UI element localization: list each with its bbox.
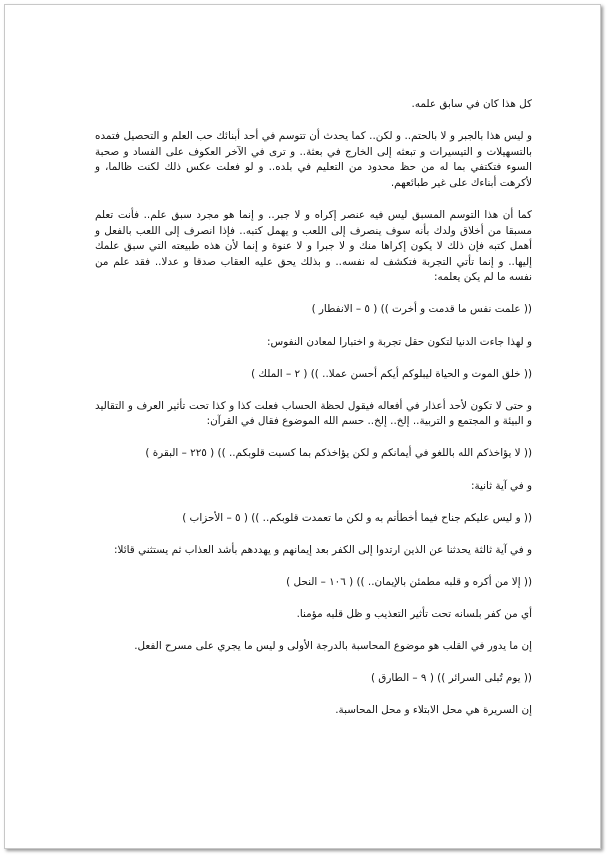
paragraph: كما أن هذا التوسم المسبق ليس فيه عنصر إكراه و لا جبر.. و إنما هو مجرد سبق علم.. فأنت تعلم مسبقا من أخلاق ولدك بأنه سوف ينصرف إلى اللعب و يهمل كتبه.. فإذا انصرف إلى اللعب بالفعل و أهمل كتبه فإن ذلك لا يكون إكراها منك و لا جبرا و لا عنوة و إنما لأن هذه طبيعته التي سبق علمك إليها.. و إنما تأتي التجربة فتكشف له نفسه.. و بذلك يحق عليه العقاب صدقا و عدلا.. فقد علم من نفسه ما لم يكن يعلمه: — [95, 208, 532, 284]
paragraph: و في آية ثالثة يحدثنا عن الذين ارتدوا إلى الكفر بعد إيمانهم و يهددهم بأشد العذاب ثم يستثني قائلا: — [114, 543, 532, 556]
paragraph: كل هذا كان في سابق علمه. — [411, 98, 532, 110]
paragraph: و لهذا جاءت الدنيا لتكون حقل تجربة و اختبارا لمعادن النفوس: — [267, 335, 532, 348]
quran-verse: (( و ليس عليكم جناح فيما أخطأتم به و لكن ما تعمدت قلوبكم.. )) ( ٥ – الأحزاب ) — [182, 511, 532, 524]
paragraph: و في آية ثانية: — [470, 479, 532, 492]
quran-verse: (( خلق الموت و الحياة ليبلوكم أيكم أحسن عملا.. )) ( ٢ – الملك ) — [251, 367, 532, 380]
paragraph: إن ما يدور في القلب هو موضوع المحاسبة بالدرجة الأولى و ليس ما يجري على مسرح الفعل. — [134, 639, 532, 652]
paragraph: و حتى لا تكون لأحد أعذار في أفعاله فيقول لحظة الحساب فعلت كذا و كذا تحت تأثير العرف و التقاليد و البيئة و المجتمع و التربية.. إلخ.. إلخ.. حسم الله الموضوع فقال في القرآن: — [95, 399, 532, 428]
paragraph: أي من كفر بلسانه تحت تأثير التعذيب و ظل قلبه مؤمنا. — [296, 607, 532, 620]
document-body — [95, 97, 532, 735]
paragraph: إن السريرة هي محل الابتلاء و محل المحاسبة. — [335, 704, 532, 717]
quran-verse: (( لا يؤاخذكم الله باللغو في أيمانكم و لكن يؤاخذكم بما كسبت قلوبكم.. )) ( ٢٢٥ – البقرة ) — [145, 447, 532, 460]
quran-verse: (( علمت نفس ما قدمت و أخرت )) ( ٥ – الانفطار ) — [311, 303, 532, 316]
quran-verse: (( إلا من أكره و قلبه مطمئن بالإيمان.. )) ( ١٠٦ – النحل ) — [286, 575, 532, 588]
paragraph: و ليس هذا بالجبر و لا بالحتم.. و لكن.. كما يحدث أن تتوسم في أحد أبنائك حب العلم و التحصيل فتمده بالتسهيلات و التيسيرات و تبعثه إلى الخارج في بعثة.. و ترى في الآخر العكوف على الفساد و صحبة السوء فتكتفي بما له من حظ محدود من التعليم في بلده.. و لو فعلت عكس ذلك لكنت ظالما، و لأكرهت أبناءك على غير طبائعهم. — [95, 130, 532, 189]
page-frame — [4, 4, 601, 849]
quran-verse: (( يوم تُبلى السرائر )) ( ٩ – الطارق ) — [370, 672, 532, 685]
